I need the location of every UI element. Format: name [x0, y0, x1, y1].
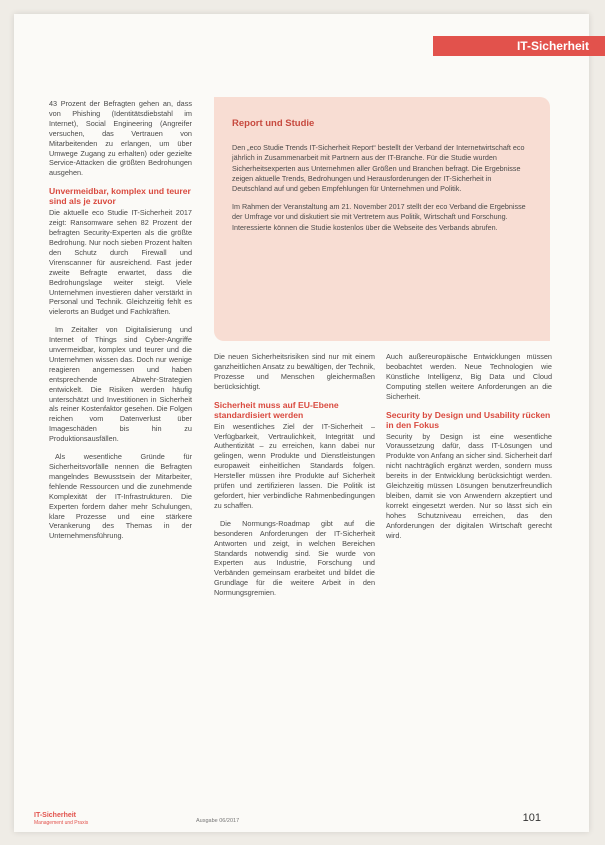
info-box-paragraph: Im Rahmen der Veranstaltung am 21. November 2017 stellt der eco Verband die Ergebnisse der Umfrage vor und diskutiert sie mit Vertretern aus Politik, Wirtschaft und Forschung. Interessierte können die Studie kostenlos über die Webseite des Verbands abrufen. — [232, 202, 526, 232]
paragraph: Die aktuelle eco Studie IT-Sicherheit 2017 zeigt: Ransomware sehen 82 Prozent der befragten Security-Experten als die größte Bedrohung. Nur noch sieben Prozent halten den Schutz durch Firewall und Virenscanner für ausreichend. Fast jeder zweite Befragte erwartet, dass die Bedrohungslage weiter steigt. Viele Unternehmen investieren daher verstärkt in Personal und Technik. Gleichzeitig fehlt es vielerorts an Budget und Fachkräften. — [49, 208, 192, 317]
paragraph: Im Zeitalter von Digitalisierung und Internet of Things sind Cyber-Angriffe unvermeidbar, komplex und teurer und die Unternehmen wissen das. Doch nur wenige reagieren angemessen und haben entsprechende Abwehr-Strategien entwickelt. Die Risiken werden häufig unterschätzt und Investitionen in Sicherheit als reiner Kostenfaktor gesehen. Die Folgen reichen vom Datenverlust über Imageschäden bis hin zu Produktionsausfällen. — [49, 325, 192, 444]
magazine-logo-subtitle: Management und Praxis — [34, 819, 89, 826]
issue-label: Ausgabe 06/2017 — [196, 818, 240, 824]
page-number: 101 — [522, 812, 541, 824]
magazine-logo — [34, 812, 90, 830]
info-box-title: Report und Studie — [232, 118, 315, 129]
section-tab: IT-Sicherheit — [433, 36, 605, 56]
left-column — [49, 99, 192, 789]
info-box — [214, 97, 550, 341]
paragraph: Als wesentliche Gründe für Sicherheitsvorfälle nennen die Befragten mangelndes Bewusstsein der Mitarbeiter, fehlende Ressourcen und die zunehmende Komplexität der IT-Infrastrukturen. Die Experten fordern daher mehr Schulungen, klare Prozesse und eine stärkere Verankerung des Themas in der Unternehmensführung. — [49, 452, 192, 541]
middle-column — [214, 352, 375, 789]
paragraph: Auch außereuropäische Entwicklungen müssen beobachtet werden. Neue Technologien wie Künstliche Intelligenz, Big Data und Cloud Computing stellen weitere Anforderungen an die Sicherheit. — [386, 352, 552, 401]
subheading: Unvermeidbar, komplex und teurer sind als je zuvor — [49, 186, 191, 207]
subheading: Security by Design und Usability rücken in den Fokus — [386, 409, 551, 430]
info-box-paragraph: Den „eco Studie Trends IT-Sicherheit Report“ bestellt der Verband der Internetwirtschaft eco jährlich in Zusammenarbeit mit Partnern aus der IT-Branche. Für die Studie wurden Sicherheitsexperten aus Unternehmen aller Größen und Branchen befragt. Die Ergebnisse zeigen aktuelle Trends, Bedrohungen und Herausforderungen der IT-Sicherheit in Deutschland auf und geben Empfehlungen für Unternehmen und Politik. — [232, 143, 525, 194]
paragraph: Die Normungs-Roadmap gibt auf die besonderen Anforderungen der IT-Sicherheit Antworten und zeigt, in welchen Bereichen Standards notwendig sind. Sie wurde von Experten aus Industrie, Forschung und Verbänden gemeinsam erarbeitet und bildet die Grundlage für die weitere Arbeit in den Normungsgremien. — [214, 518, 375, 598]
paragraph: Ein wesentliches Ziel der IT-Sicherheit – Verfügbarkeit, Vertraulichkeit, Integrität und Authentizität – zu erreichen, kann dabei nur gelingen, wenn Produkte und Dienstleistungen europaweit einheitlichen Standards folgen. Hersteller müssen ihre Produkte auf Sicherheit prüfen und zertifizieren lassen. Die Politik ist gefordert, hier verbindliche Rahmenbedingungen zu schaffen. — [214, 421, 375, 510]
paragraph: Die neuen Sicherheitsrisiken sind nur mit einem ganzheitlichen Ansatz zu bewältigen, der Technik, Prozesse und Menschen gleichermaßen berücksichtigt. — [214, 352, 375, 391]
magazine-logo-title: IT-Sicherheit — [34, 812, 77, 819]
subheading: Sicherheit muss auf EU-Ebene standardisiert werden — [214, 399, 339, 420]
right-column — [386, 352, 552, 789]
paragraph: Security by Design ist eine wesentliche Voraussetzung dafür, dass IT-Lösungen und Produkte von Anfang an sicher sind. Sicherheit darf nicht nachträglich ergänzt werden, sondern muss bereits in der Entwicklung berücksichtigt werden. Gleichzeitig müssen Lösungen benutzerfreundlich bleiben, damit sie von Anwendern akzeptiert und korrekt eingesetzt werden. Nur so lässt sich ein hohes Schutzniveau erreichen, das den Anforderungen der digitalen Wirtschaft gerecht wird. — [386, 431, 552, 540]
paragraph: 43 Prozent der Befragten gehen an, dass von Phishing (Identitätsdiebstahl im Internet), Social Engineering (Angreifer versuchen, das Vertrauen von Mitarbeitenden zu erlangen, um über Umwege Zugang zu erhalten) oder gezielte Service-Attacken die größten Bedrohungen ausgehen. — [49, 99, 192, 178]
